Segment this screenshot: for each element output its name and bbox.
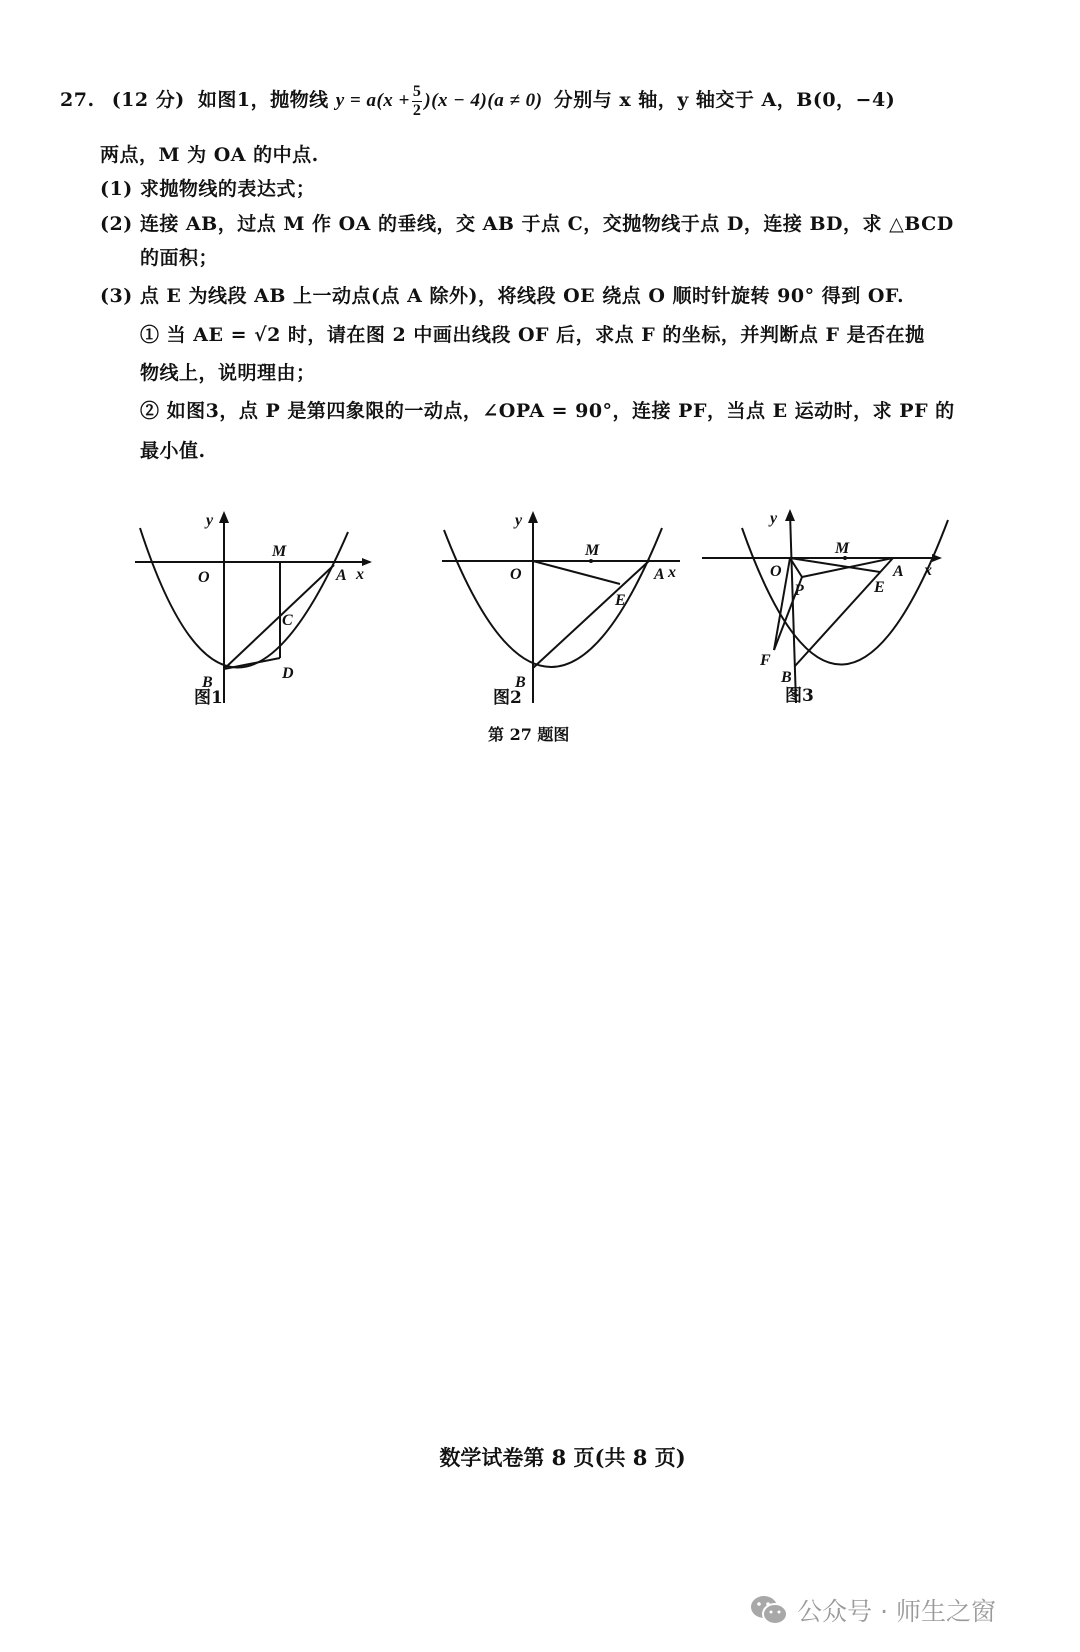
segment-AB [795, 558, 893, 666]
svg-text:y: y [206, 512, 214, 529]
point-M [589, 559, 593, 563]
x-axis-arrow-icon [932, 554, 942, 562]
figure-1-diagram [110, 475, 370, 715]
svg-text:B: B [202, 674, 213, 691]
figure-3-caption: 图3 [785, 686, 814, 706]
svg-text:A: A [654, 566, 665, 583]
page-footer: 数学试卷第 8 页(共 8 页) [439, 1445, 686, 1470]
watermark-text: 公众号 · 师生之窗 [797, 1597, 996, 1626]
svg-text:D: D [282, 665, 294, 682]
question-stem-line1: 27. (12 分) 如图1，抛物线 y = a(x + $\frac{5}{2}$ )(x − 4)(a ≠ 0) 分别与 x 轴，y 轴交于 A，B(0，−4) [60, 83, 896, 119]
svg-text:x: x [924, 562, 932, 579]
svg-text:y: y [770, 510, 778, 527]
part-3-line1: (3) 点 E 为线段 AB 上一动点(点 A 除外)，将线段 OE 绕点 O 顺时针旋转 90° 得到 OF. [100, 285, 905, 307]
part-3-sub2-line1: ② 如图3，点 P 是第四象限的一动点，∠OPA = 90°，连接 PF，当点 E 运动时，求 PF 的 [140, 400, 955, 422]
part-2-line2: 的面积； [140, 247, 219, 269]
y-axis-arrow-icon [219, 511, 229, 523]
watermark [749, 1592, 996, 1628]
wechat-icon [749, 1594, 789, 1626]
figure-2-diagram [400, 475, 680, 715]
svg-text:P: P [794, 582, 804, 599]
figure-3-diagram [690, 475, 950, 715]
question-stem-line2: 两点，M 为 OA 的中点. [100, 144, 319, 166]
question-score: (12 分) [111, 88, 185, 111]
svg-text:A: A [893, 563, 904, 580]
svg-text:E: E [615, 592, 626, 609]
svg-text:O: O [770, 563, 782, 580]
fraction: $\frac{5}{2}$ [412, 83, 422, 119]
svg-text:C: C [282, 612, 293, 629]
svg-text:A: A [336, 567, 347, 584]
svg-text:E: E [874, 579, 885, 596]
segment-OE [533, 561, 620, 584]
svg-text:x: x [668, 564, 676, 581]
figure-1-caption: 图1 [194, 688, 223, 708]
y-axis-arrow-icon [785, 509, 795, 521]
figure-3 [690, 475, 950, 715]
svg-text:M: M [835, 540, 850, 557]
y-axis-arrow-icon [528, 511, 538, 523]
part-1: (1) 求抛物线的表达式； [100, 178, 316, 200]
svg-text:F: F [760, 652, 771, 669]
figure-1 [110, 475, 370, 715]
part-3-sub1-line1: ① 当 AE = √2 时，请在图 2 中画出线段 OF 后，求点 F 的坐标，并判断点 F 是否在抛 [140, 324, 925, 346]
figure-group-caption: 第 27 题图 [488, 725, 570, 744]
svg-text:B: B [515, 674, 526, 691]
parabola [444, 528, 662, 667]
svg-text:M: M [272, 543, 287, 560]
svg-text:B: B [781, 669, 792, 686]
svg-text:y: y [515, 512, 523, 529]
part-3-sub2-line2: 最小值. [140, 440, 206, 462]
x-axis-arrow-icon [362, 558, 372, 566]
part-2-line1: (2) 连接 AB，过点 M 作 OA 的垂线，交 AB 于点 C，交抛物线于点 D，连接 BD，求 △BCD [100, 213, 954, 235]
svg-text:O: O [198, 569, 210, 586]
segment-BD [224, 658, 280, 669]
question-number: 27. [60, 88, 95, 111]
svg-text:M: M [585, 542, 600, 559]
formula: y = a(x + $\frac{5}{2}$ )(x − 4)(a ≠ 0) [335, 83, 543, 119]
figure-2 [400, 475, 680, 715]
figure-2-caption: 图2 [493, 688, 522, 708]
svg-text:x: x [356, 566, 364, 583]
svg-text:O: O [510, 566, 522, 583]
part-3-sub1-line2: 物线上，说明理由； [140, 362, 316, 384]
parabola [140, 528, 348, 668]
